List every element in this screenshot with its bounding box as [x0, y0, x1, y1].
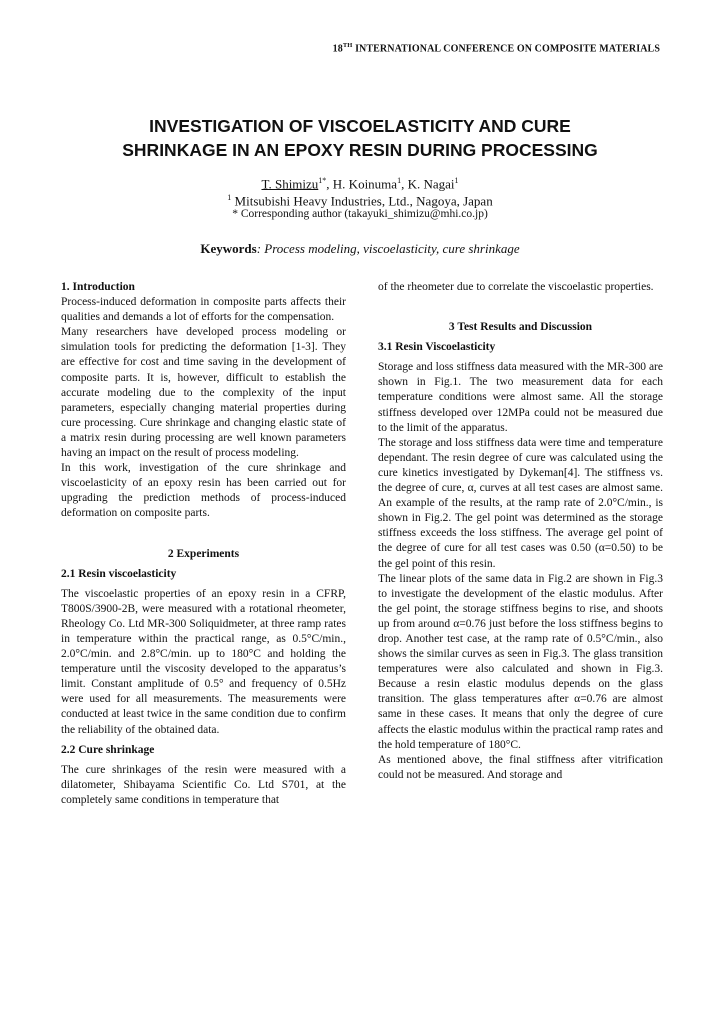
paper-title — [0, 114, 720, 162]
paragraph: Storage and loss stiffness data measured with the MR-300 are shown in Fig.1. The two measurement data for each temperature conditions were almost same. All the storage stiffness developed over 12MPa could not be measured due to the limit of the apparatus. — [378, 361, 663, 434]
paragraph: Process-induced deformation in composite parts affects their qualities and demands a lot of efforts for the compensation. — [61, 296, 346, 324]
section-heading-experiments: 2 Experiments — [167, 547, 240, 560]
paragraph: The viscoelastic properties of an epoxy resin in a CFRP, T800S/3900-2B, were measured with a rotational rheometer, Rheology Co. Ltd MR-300 Soliquidmeter, at three ramp rates in temperature within the practical range, as 0.5°C/min., 2.0°C/min. and 2.8°C/min. up to 180°C and holding the temperature until the viscosity developed to the apparatus’s limit. Constant amplitude of 0.5° and frequency of 0.5Hz were used for all measurements. The measurements were conducted at least twice in the same condition due to confirm the reliability of the obtained data. — [61, 587, 346, 736]
left-column — [61, 280, 346, 808]
author-nagai: , K. Nagai — [401, 176, 455, 192]
header-conference-name: INTERNATIONAL CONFERENCE ON COMPOSITE MATERIALS — [352, 43, 660, 55]
author-koinuma: , H. Koinuma — [326, 176, 398, 192]
paragraph: The linear plots of the same data in Fig.2 are shown in Fig.3 to investigate the development of the elastic modulus. After the gel point, the storage stiffness begins to rise, and shoots up from around α=0.76 just before the loss stiffness begins to drop. Another test case, at the ramp rate of 0.5°C/min., also shows the similar curves as seen in Fig.3. The glass transition temperatures were also calculated and shown in Fig.3. Because a resin elastic modulus depends on the glass transition. The glass temperatures after α=0.76 are almost same in these cases. It means that only the degree of cure affects the elastic modulus within the practical ramp rates and the hold temperature of 180°C. — [378, 572, 663, 751]
keywords-line — [0, 240, 720, 257]
title-line-2: SHRINKAGE IN AN EPOXY RESIN DURING PROCESSING — [122, 140, 598, 160]
keywords-label: Keywords — [200, 241, 257, 256]
section-heading-introduction: 1. Introduction — [61, 281, 135, 293]
subsection-heading-viscoelasticity: 2.1 Resin viscoelasticity — [61, 567, 177, 580]
subsection-heading-resin-viscoelasticity: 3.1 Resin Viscoelasticity — [378, 341, 496, 354]
paragraph: of the rheometer due to correlate the viscoelastic properties. — [378, 281, 654, 293]
affiliation-marker: 1 — [227, 193, 232, 202]
author-shimizu: T. Shimizu — [261, 176, 319, 192]
author-koinuma-affil: 1 — [397, 176, 402, 185]
header-superscript: TH — [342, 42, 353, 49]
paragraph: The cure shrinkages of the resin were measured with a dilatometer, Shibayama Scientific Co. Ltd S701, at the completely same conditions in temperature that — [61, 763, 346, 806]
paragraph: In this work, investigation of the cure shrinkage and viscoelasticity of an epoxy resin has been carried out for upgrading the prediction methods of process-induced deformation on composite parts. — [61, 462, 346, 520]
section-heading-results: 3 Test Results and Discussion — [448, 321, 593, 334]
subsection-heading-cure-shrinkage: 2.2 Cure shrinkage — [61, 743, 155, 756]
title-line-1: INVESTIGATION OF VISCOELASTICITY AND CURE — [149, 116, 571, 136]
running-header — [0, 42, 720, 54]
paragraph: Many researchers have developed process modeling or simulation tools for predicting the deformation [1-3]. They are effective for cost and time saving in the development of composite parts. It is, however, difficult to establish the accurate modeling due to the complexity of the input parameters, especially changing material properties during cure processing. Cure shrinkage and changing elastic state of a matrix resin during processing are well known parameters having an impact on the result of process modeling. — [61, 326, 346, 460]
author-shimizu-affil: 1* — [318, 176, 327, 185]
author-nagai-affil: 1 — [454, 176, 459, 185]
paragraph: The storage and loss stiffness data were time and temperature dependant. The resin degree of cure was calculated using the cure kinetics investigated by Dykeman[4]. The stiffness vs. the degree of cure, α, curves at all test cases are almost same. An example of the results, at the ramp rate of 2.0°C/min., is shown in Fig.2. The gel point was determined as the storage stiffness exceeds the loss stiffness. The average gel point of the degree of cure for all test cases was 0.50 (α=0.50) to be the gel point of this resin. — [378, 436, 663, 570]
keywords-text: : Process modeling, viscoelasticity, cure shrinkage — [256, 241, 520, 256]
header-number: 18 — [332, 43, 343, 55]
right-column — [378, 280, 663, 783]
corresponding-author: * Corresponding author (takayuki_shimizu@mhi.co.jp) — [232, 208, 488, 220]
paragraph: As mentioned above, the final stiffness after vitrification could not be measured. And storage and — [378, 753, 663, 781]
affiliation-text: Mitsubishi Heavy Industries, Ltd., Nagoya, Japan — [231, 193, 493, 209]
